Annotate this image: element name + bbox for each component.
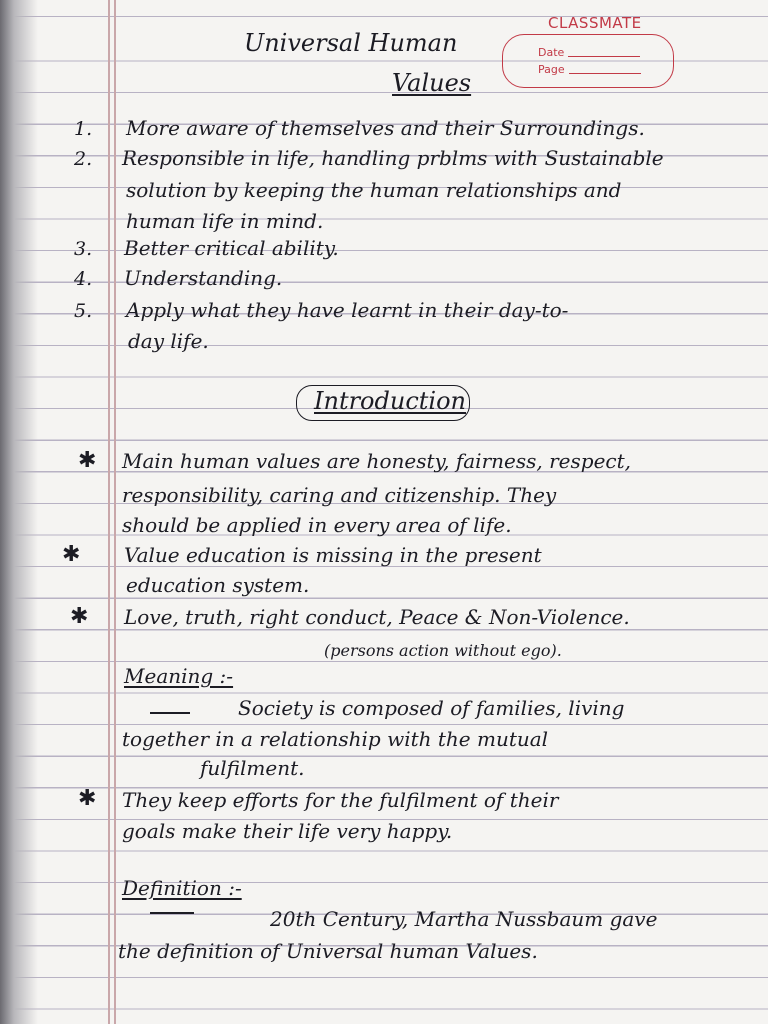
objective-line: More aware of themselves and their Surroundings. — [126, 116, 645, 140]
objective-line: Responsible in life, handling prblms with Sustainable — [122, 146, 664, 170]
intro-line: Value education is missing in the present — [124, 543, 542, 567]
objective-line: Understanding. — [124, 266, 283, 290]
objective-line: day life. — [128, 329, 209, 353]
meaning-line: together in a relationship with the mutual — [122, 727, 549, 751]
meaning-line: Society is composed of families, living — [238, 696, 625, 720]
asterisk-bullet-icon: ✱ — [78, 786, 97, 811]
indent-dash — [150, 912, 194, 914]
intro-line: (persons action without ego). — [324, 641, 562, 660]
margin-line — [108, 0, 110, 1024]
asterisk-bullet-icon: ✱ — [78, 448, 97, 473]
meaning-bullet-line: goals make their life very happy. — [122, 819, 453, 843]
item-number: 4. — [74, 268, 93, 290]
page-label: Page — [538, 63, 565, 76]
objective-line: Apply what they have learnt in their day-to- — [126, 298, 569, 322]
item-number: 5. — [74, 300, 93, 322]
meaning-bullet-line: They keep efforts for the fulfilment of their — [122, 788, 559, 812]
heading-line1: Universal Human — [244, 29, 458, 57]
asterisk-bullet-icon: ✱ — [62, 542, 81, 567]
definition-line: the definition of Universal human Values. — [118, 939, 538, 963]
definition-line: 20th Century, Martha Nussbaum gave — [270, 907, 658, 931]
objective-line: Better critical ability. — [124, 236, 339, 260]
heading-line2: Values — [392, 69, 472, 97]
item-number: 2. — [74, 148, 93, 170]
item-number: 1. — [74, 118, 93, 140]
intro-line: Main human values are honesty, fairness, respect, — [122, 449, 631, 473]
meaning-line: fulfilment. — [200, 756, 305, 780]
indent-dash — [150, 712, 190, 714]
intro-line: Love, truth, right conduct, Peace & Non-Violence. — [124, 605, 630, 629]
page-edge-shadow — [0, 0, 38, 1024]
date-field — [538, 46, 640, 59]
asterisk-bullet-icon: ✱ — [70, 604, 89, 629]
introduction-title: Introduction — [314, 387, 466, 415]
intro-line: responsibility, caring and citizenship. They — [122, 483, 557, 507]
intro-line: should be applied in every area of life. — [122, 513, 512, 537]
brand-frame — [502, 34, 674, 88]
brand-name: CLASSMATE — [548, 14, 642, 32]
intro-line: education system. — [126, 573, 310, 597]
definition-title: Definition :- — [122, 876, 242, 900]
meaning-title: Meaning :- — [124, 664, 234, 688]
objective-line: solution by keeping the human relationships and — [126, 178, 622, 202]
objective-line: human life in mind. — [126, 209, 324, 233]
item-number: 3. — [74, 238, 93, 260]
date-label: Date — [538, 46, 565, 59]
page-field — [538, 63, 641, 76]
margin-line-inner — [114, 0, 116, 1024]
notebook-brand-stamp — [496, 14, 682, 90]
